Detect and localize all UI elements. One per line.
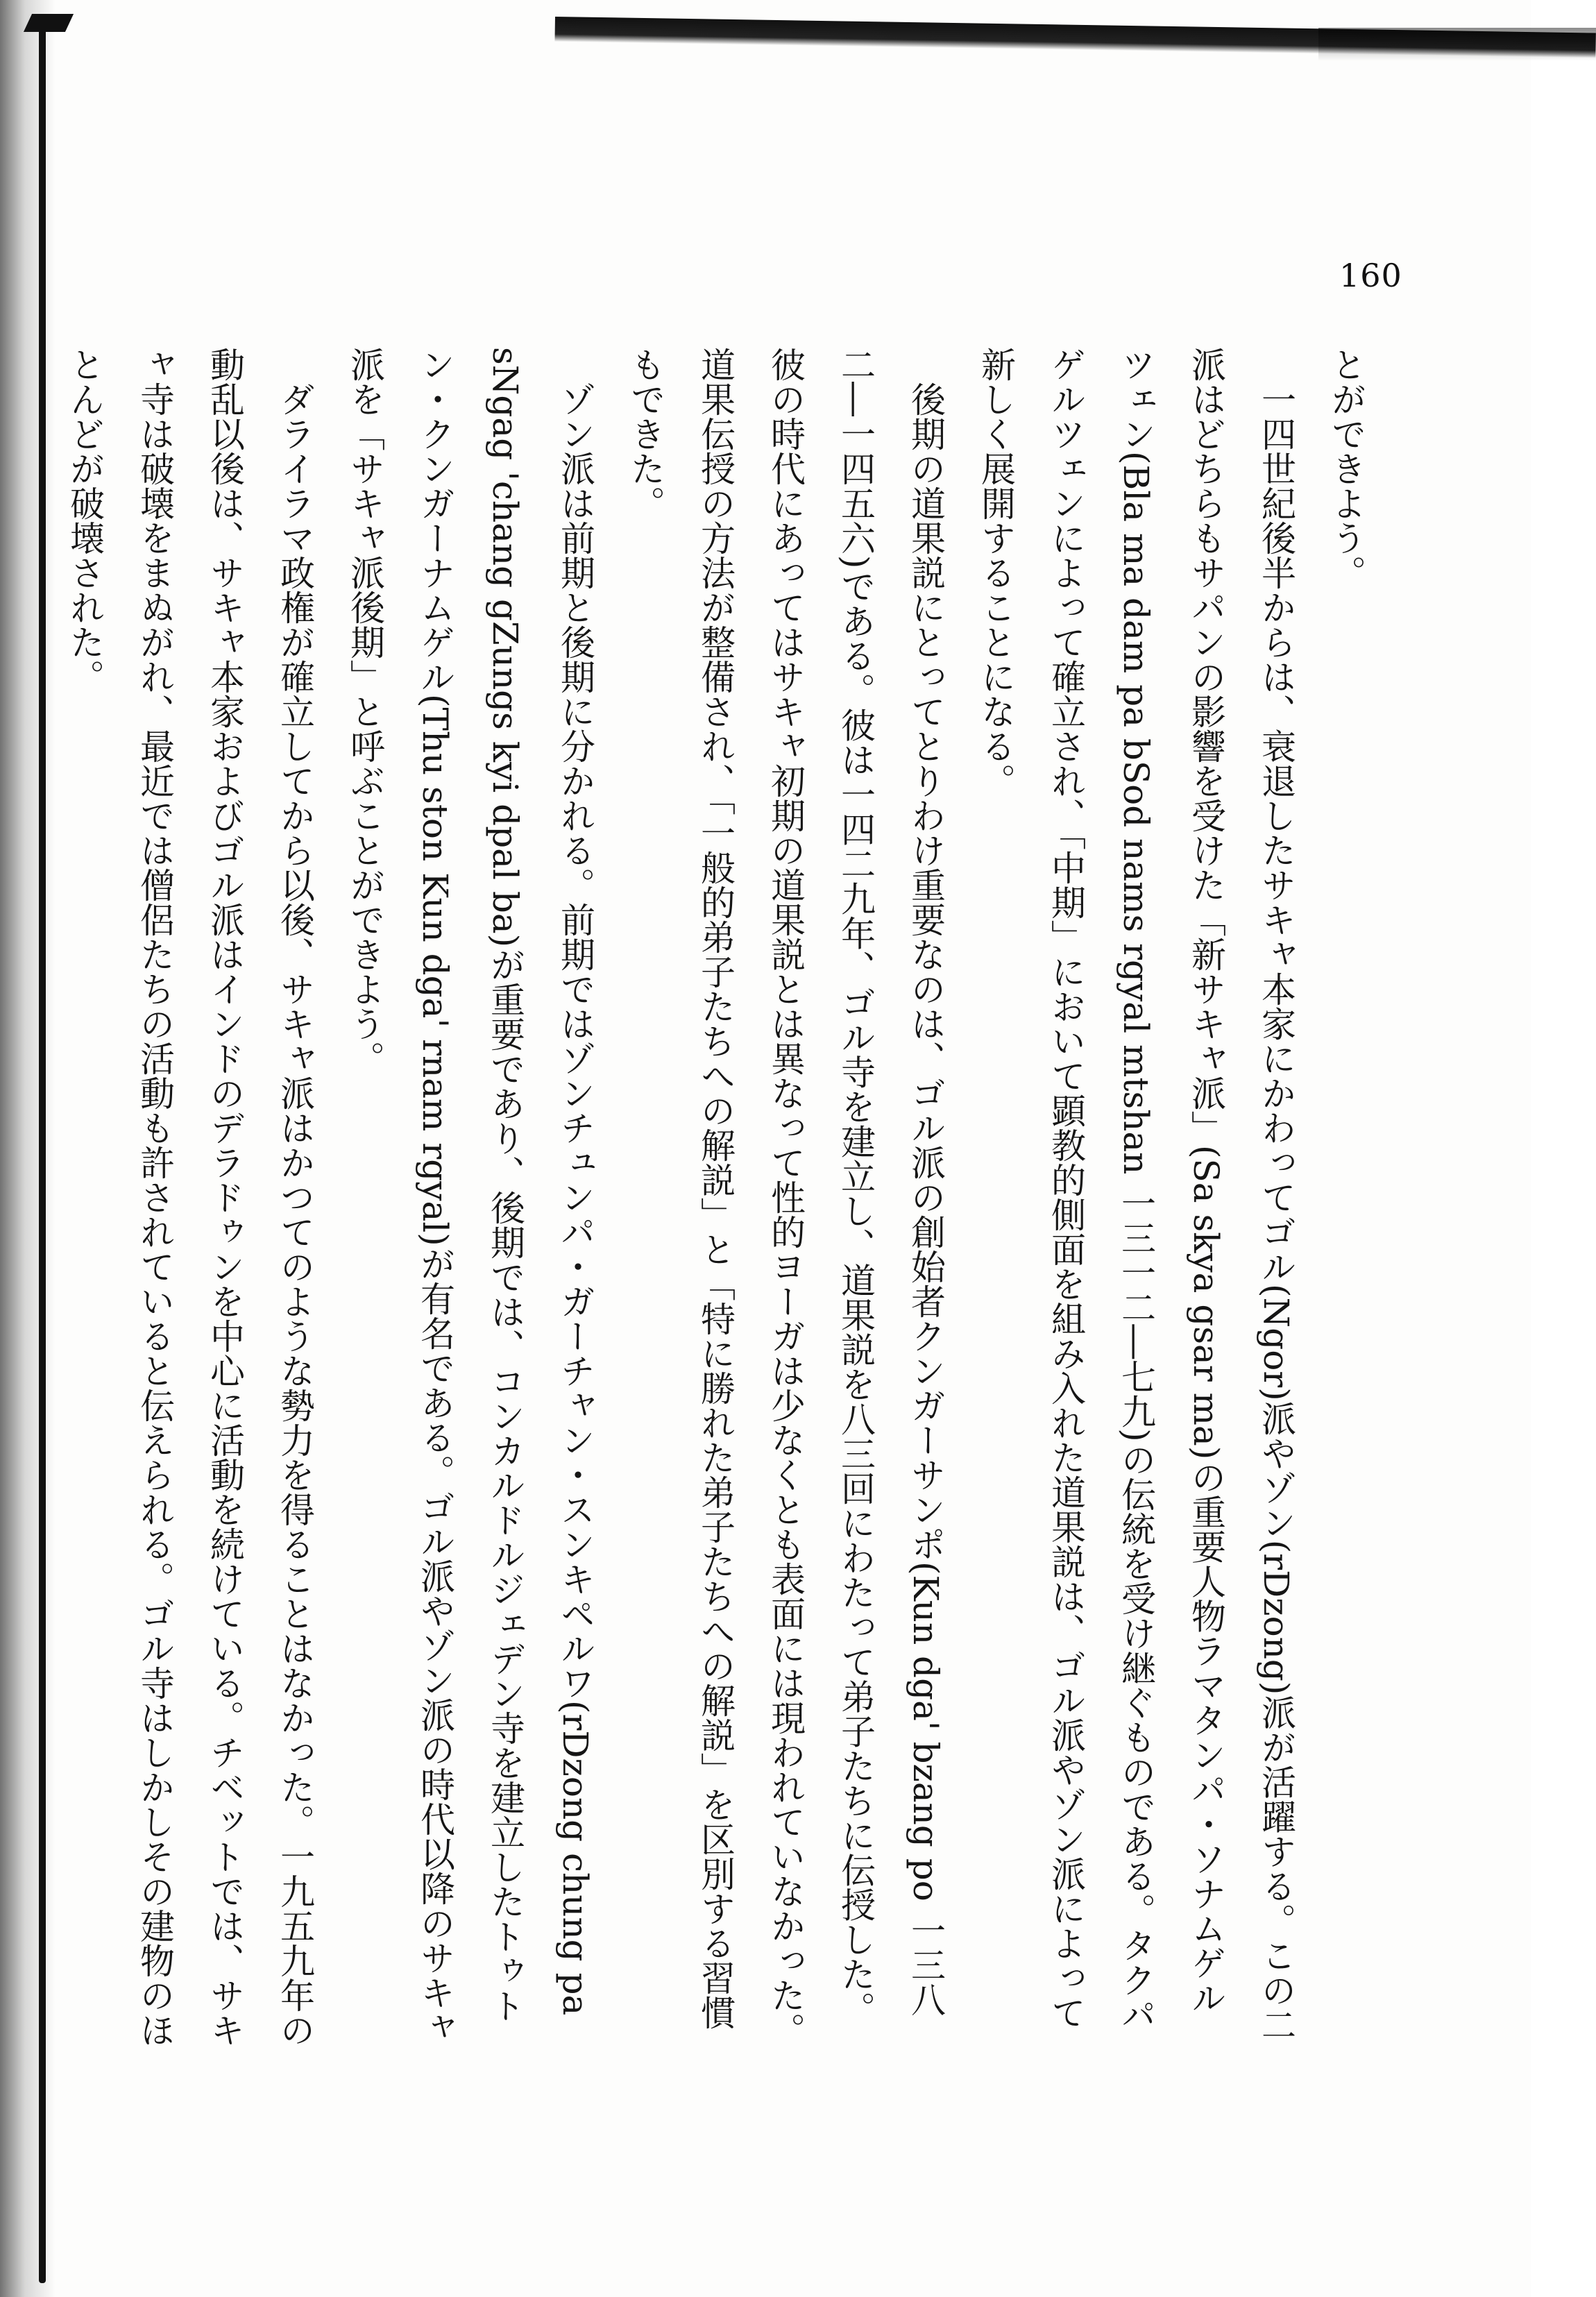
paragraph-dalai-lama-era: ダライラマ政権が確立してから以後、サキャ派はかつてのような勢力を得ることはなかった。一九五九年の動乱以後は、サキャ本家およびゴル派はインドのデラドゥンを中心に活動を続けている。チベットでは、サキャ寺は破壊をまぬがれ、最近では僧侶たちの活動も許されていると伝えられる。ゴル寺はしかしその建物のほとんどが破壊された。	[65, 347, 315, 2047]
scan-edge-top	[555, 0, 1531, 76]
binding-edge-corner	[24, 14, 74, 32]
binding-edge-line	[39, 14, 46, 2283]
scan-edge-top-shadow	[1318, 28, 1596, 61]
paragraph-later-lamdre: 後期の道果説にとってとりわけ重要なのは、ゴル派の創始者クンガーサンポ(Kun dga' bzang po 一三八二―一四五六)である。彼は一四二九年、ゴル寺を建立し、道果説を八三回にわたって弟子たちに伝授した。彼の時代にあってはサキャ初期の道果説とは異なって性的ヨーガは少なくとも表面には現われていなかった。道果伝授の方法が整備され、「一般的弟子たちへの解説」と「特に勝れた弟子たちへの解説」を区別する習慣もできた。	[625, 347, 946, 2047]
paragraph-dzong-school: ゾン派は前期と後期に分かれる。前期ではゾンチュンパ・ガーチャン・スンキペルワ(rDzong chung pa sNgag 'chang gZungs kyi dpal ba)が重要であり、後期では、コンカルドルジェデン寺を建立したトゥトン・クンガーナムゲル(Thu ston Kun dga' rnam rgyal)が有名である。ゴル派やゾン派の時代以降のサキャ派を「サキャ派後期」と呼ぶことができよう。	[345, 347, 595, 2044]
paragraph-ngor-dzong: 一四世紀後半からは、衰退したサキャ本家にかわってゴル(Ngor)派やゾン(rDzong)派が活躍する。この二派はどちらもサパンの影響を受けた「新サキャ派」(Sa skya gsar ma)の重要人物ラマタンパ・ソナムゲルツェン(Bla ma dam pa bSod nams rgyal mtshan 一三一二―七九)の伝統を受け継ぐものである。タクパゲルツェンによって確立され、「中期」において顕教的側面を組み入れた道果説は、ゴル派やゾン派によって新しく展開することになる。	[976, 347, 1296, 2042]
vertical-text-body	[65, 347, 1388, 2047]
paragraph-continuation: とができよう。	[1326, 347, 1366, 590]
scan-edge-shadow-left	[0, 0, 56, 2297]
page-number: 160	[1339, 257, 1402, 294]
